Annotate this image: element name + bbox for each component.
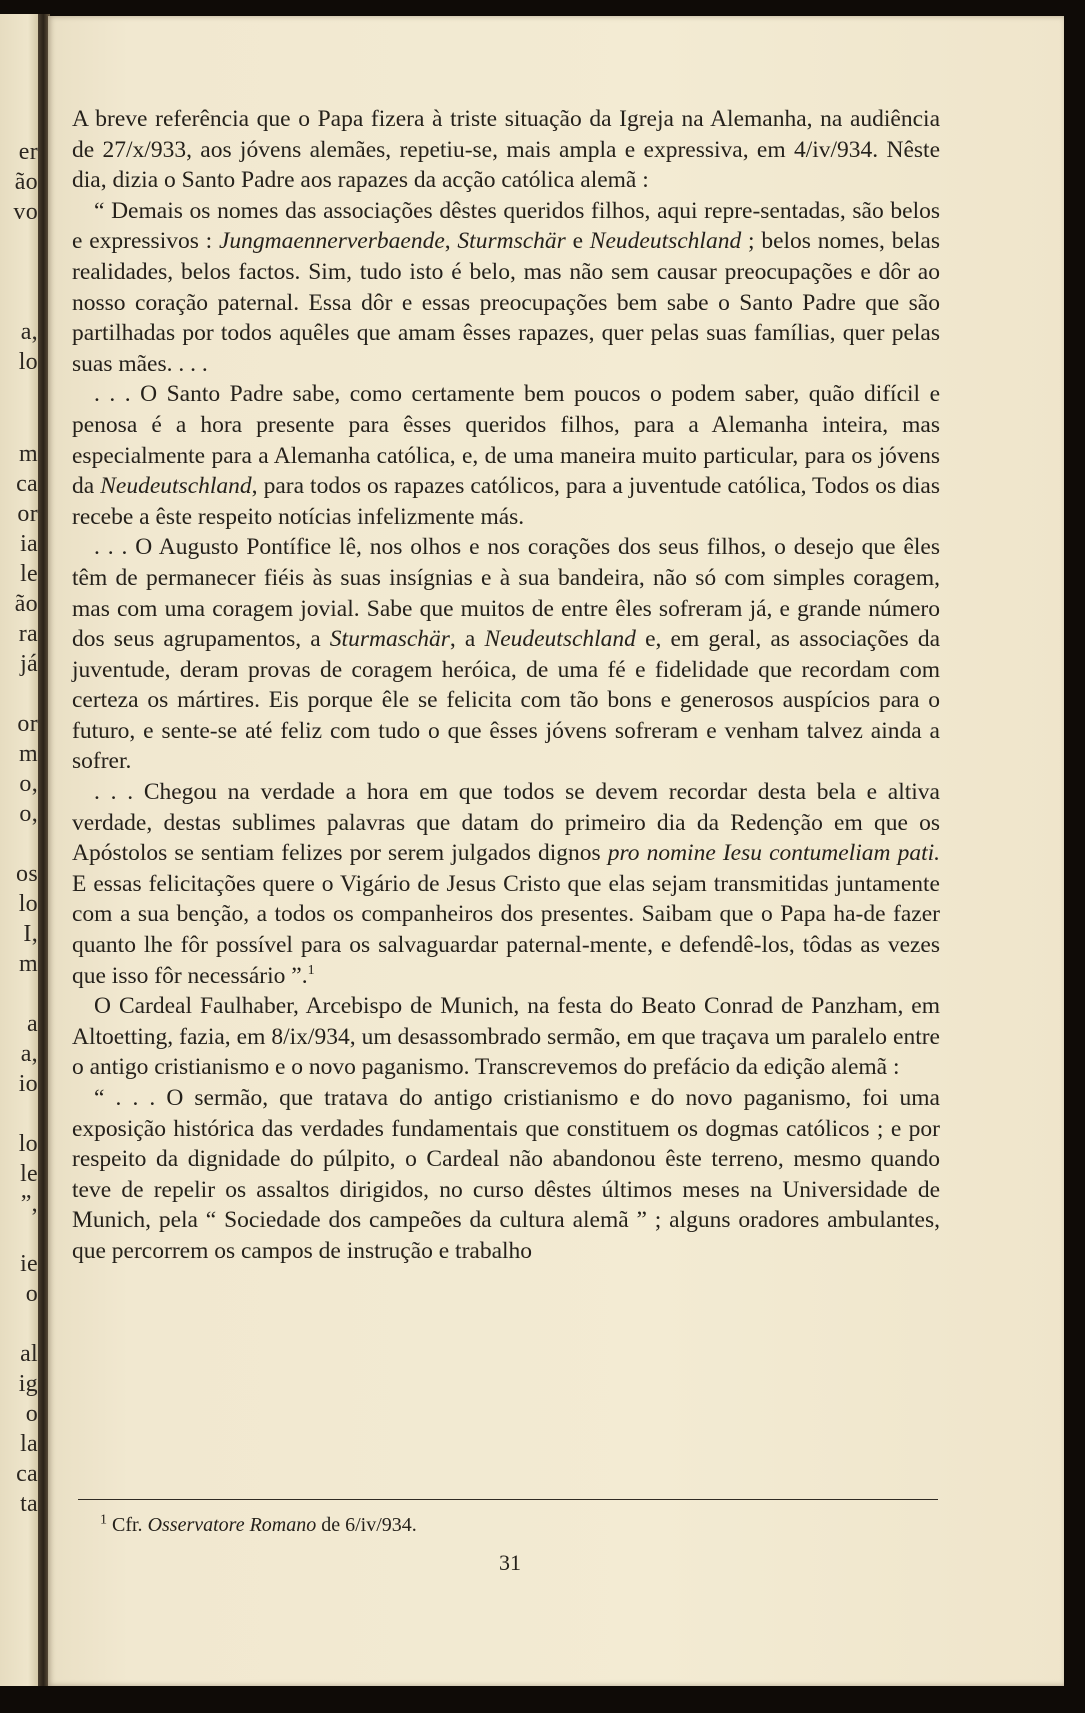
paragraph-3 [72,379,940,532]
paragraph-4 [72,532,940,777]
footnote-suffix: de 6/iv/934. [316,1514,417,1536]
top-edge [0,0,1085,16]
left-page-text-fragment: a, [20,1041,38,1067]
separator: , a [449,626,485,653]
italic-term: Neudeutschland [484,626,636,653]
left-page-text-fragment: io [18,1071,38,1097]
left-page-text-fragment: al [20,1341,38,1367]
left-page-text-fragment: le [20,1161,38,1187]
footnote-reference[interactable]: 1 [307,962,315,978]
left-page-text-fragment: lo [18,891,38,917]
left-page-text-fragment: ig [18,1371,38,1397]
paragraph-5 [72,777,940,991]
page-number: 31 [499,1550,521,1575]
paragraph-4-end: e, em geral, as associações da juventude, deram provas de coragem heróica, de uma fé e fidelidade que recordam com certeza os mártires. Eis porque êle se felicita com tão bons e generosos auspícios para o futuro, e sente-se até feliz com tudo o que êsses jóvens sofreram e venham talvez ainda a sofrer. [72,626,940,775]
left-page-text-fragment: m [19,951,38,977]
left-page-text-fragment: vo [13,199,38,225]
left-page-text-fragment: lo [18,349,38,375]
separator: , [444,228,458,255]
paragraph-5-start: . . . Chegou na verdade a hora em que todos se devem recordar desta bela e altiva verdade, destas sublimes palavras que datam do primeiro dia da Redenção em que os Apóstolos se sentiam felizes por serem julgados dignos [72,779,940,867]
footnote-prefix: Cfr. [112,1514,148,1536]
footnote-source: Osservatore Romano [147,1514,317,1536]
paragraph-7 [72,1083,940,1267]
italic-term: Sturmschär [457,228,566,255]
left-page-text-fragment: o [25,1281,38,1307]
left-page-text-fragment: ”, [20,1191,38,1217]
left-page-text-fragment: er [18,139,38,165]
left-page-text-fragment: ca [16,1461,38,1487]
left-page-text-fragment: ão [14,591,38,617]
separator: e [565,228,590,255]
paragraph-1-text: A breve referência que o Papa fizera à triste situação da Igreja na Alemanha, na audiência de 27/x/933, aos jóvens alemães, repetiu-se, mais ampla e expressiva, em 4/iv/934. Nêste dia, dizia o Santo Padre aos rapazes da acção católica alemã : [72,106,940,194]
left-page-text-fragment: or [17,711,38,737]
left-page-text-fragment: o, [19,801,38,827]
left-page-text-fragment: a, [20,319,38,345]
left-page-text-fragment: ta [20,1491,38,1517]
paragraph-4-start: . . . O Augusto Pontífice lê, nos olhos e nos corações dos seus filhos, o desejo que êles têm de permanecer fiéis às suas insígnias e à sua bandeira, não só com simples coragem, mas com uma coragem jovial. Sabe que muitos de entre êles sofreram já, e grande número dos seus agrupamentos, a [72,534,940,653]
left-page-text-fragment: m [19,741,38,767]
left-page-text-fragment: ca [16,471,38,497]
page-body-text [72,104,940,1267]
left-page-text-fragment: le [20,561,38,587]
italic-latin-phrase: pro nomine Iesu contumeliam pati. [607,840,940,867]
left-page-text-fragment: I, [23,921,38,947]
italic-term: Sturmaschär [329,626,450,653]
left-page-text-fragment: m [19,441,38,467]
paragraph-2 [72,196,940,380]
left-page-text-fragment: os [16,861,38,887]
paragraph-2-start: “ Demais os nomes das associações dêstes queridos filhos, aqui repre-sentadas, são belos e expressivos : [72,197,940,255]
left-page-text-fragment: la [20,1431,38,1457]
paragraph-5-end: E essas felicitações quere o Vigário de Jesus Cristo que elas sejam transmitidas juntamente com a sua benção, a todos os companheiros dos presentes. Saibam que o Papa ha-de fazer quanto lhe fôr possível para os salvaguardar paternal-mente, e defendê-los, tôdas as vezes que isso fôr necessário ”. [72,870,940,989]
italic-term: Neudeutschland [100,473,252,500]
paragraph-7-text: “ . . . O sermão, que tratava do antigo cristianismo e do novo paganismo, foi uma exposição histórica das verdades fundamentais que constituem os dogmas católicos ; e por respeito da dignidade do púlpito, o Cardeal não abandonou êste terreno, mesmo quando teve de repelir os assaltos dirigidos, no curso dêstes últimos meses na Universidade de Munich, pela “ Sociedade dos campeões da cultura alemã ” ; alguns oradores ambulantes, que percorrem os campos de instrução e trabalho [72,1085,940,1264]
right-edge [1064,0,1085,1713]
left-page-text-fragment: ie [20,1251,38,1277]
left-page-text-fragment: ia [20,531,38,557]
left-page-text-fragment: já [20,651,38,677]
paragraph-3-end: , para todos os rapazes católicos, para a juventude católica, Todos os dias recebe a êste respeito notícias infelizmente más. [72,473,940,530]
left-page-text-fragment: ão [14,169,38,195]
paragraph-6 [72,991,940,1083]
left-page-text-fragment: o [25,1401,38,1427]
left-page-text-fragment: or [17,501,38,527]
left-page-text-fragment: o, [19,771,38,797]
footnote [100,1514,417,1537]
paragraph-2-end: ; belos nomes, belas realidades, belos factos. Sim, tudo isto é belo, mas não sem causar preocupações e dôr ao nosso coração paternal. Essa dôr e essas preocupações bem sabe o Santo Padre que são partilhadas por todos aquêles que amam êsses rapazes, quer pelas suas famílias, quer pelas suas mães. . . . [72,228,940,377]
left-page-text-fragment: lo [18,1131,38,1157]
paragraph-6-text: O Cardeal Faulhaber, Arcebispo de Munich, na festa do Beato Conrad de Panzham, em Altoetting, fazia, em 8/ix/934, um desassombrado sermão, em que traçava um paralelo entre o antigo cristianismo e o novo paganismo. Transcrevemos do prefácio da edição alemã : [72,993,940,1081]
italic-term: Neudeutschland [589,228,742,255]
footnote-marker: 1 [100,1512,107,1528]
bottom-edge [0,1686,1085,1713]
paragraph-1 [72,104,940,196]
left-page-text-fragment: ra [18,621,38,647]
italic-term: Jungmaennerverbaende [218,228,445,255]
left-page-text-fragment: a [27,1011,38,1037]
paragraph-3-start: . . . O Santo Padre sabe, como certamente bem poucos o podem saber, quão difícil e penosa é a hora presente para êsses queridos filhos, para a Alemanha inteira, mas especialmente para a Alemanha católica, e, de uma maneira muito particular, para os jóvens da [72,381,940,500]
footnote-divider [78,1499,938,1500]
